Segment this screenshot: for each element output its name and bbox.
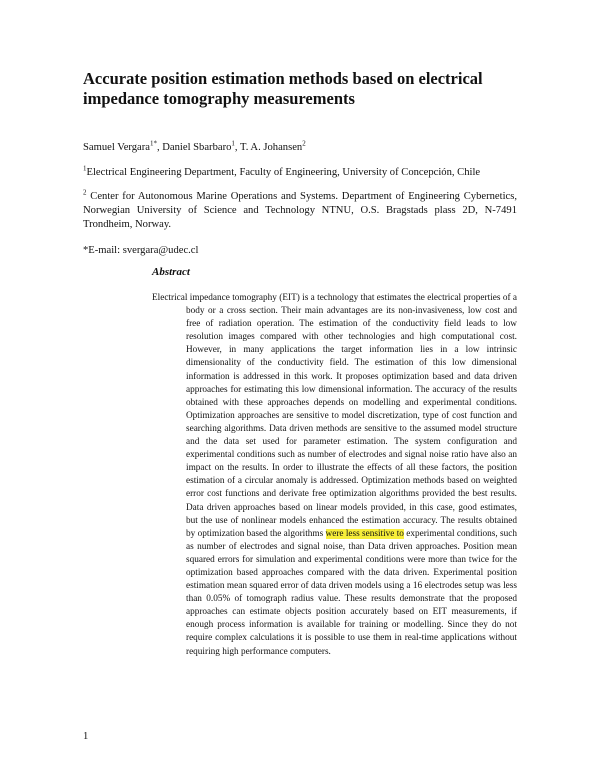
abstract-text: experimental conditions, such as number of electrodes and signal noise, than Data driven approaches. Position mean squared errors for simulation and experimental conditions were more than twice for the optimization based approaches compared with the data driven. Experimental position estimation mean squared error of data driven models using a 16 electrodes setup was less than 0.05% of tomograph radius value. These results demonstrate that the proposed approaches can estimate objects position accurately based on EIT measurements, if enough process information is available for training or modelling. Since they do not require complex calculations it is possible to use them in real-time applications without requiring high performance computers. [186,528,517,657]
author-name: T. A. Johansen [240,142,303,153]
abstract-body [152,292,517,659]
author-name: Daniel Sbarbaro [162,142,232,153]
author-affiliation-mark: 1* [149,139,157,148]
affiliation-2 [83,190,517,232]
affiliation-text: Center for Autonomous Marine Operations and Systems. Department of Engineering Cybernetics, Norwegian University of Science and Technology NTNU, O.S. Bragstads plass 2D, N-7491 Trondheim, Norway. [83,191,517,230]
author-affiliation-mark: 2 [302,139,306,148]
affiliation-mark: 1 [83,164,87,173]
page-number: 1 [83,731,89,742]
contact-email: *E-mail: svergara@udec.cl [83,245,199,256]
author-list: Samuel Vergara$^{1*}$, Daniel Sbarbaro$^1$, T. A. Johansen$^2$ [83,139,306,153]
abstract-text: Electrical impedance tomography (EIT) is a technology that estimates the electrical properties of a body or a cross section. Their main advantages are its non-invasiveness, low cost and free of radiation operation. The estimation of the conductivity field leads to low resolution images compared with other technologies and high computational cost. However, in many applications the target information lies in a low intrinsic dimensionality of the conductivity field. The estimation of this low dimensional information is addressed in this work. It proposes optimization based and data driven approaches for estimating this low dimensional information. The accuracy of the results obtained with these approaches depends on modelling and experimental conditions. Optimization approaches are sensitive to model discretization, type of cost function and searching algorithms. Data driven methods are sensitive to the assumed model structure and the data set used for parameter estimation. The system configuration and experimental conditions such as number of electrodes and signal noise ratio have also an impact on the results. In order to illustrate the effects of all these factors, the position estimation of a circular anomaly is addressed. Optimization methods based on weighted error cost functions and derivate free optimization algorithms provided the best results. Data driven approaches based on linear models provided, in this case, good estimates, but the use of nonlinear models enhanced the estimation accuracy. The results obtained by optimization based the algorithms [152,293,517,539]
highlighted-text: were less sensitive to [325,528,404,539]
affiliation-1 [83,166,523,180]
abstract-heading: Abstract [152,266,190,278]
affiliation-text: Electrical Engineering Department, Faculty of Engineering, University of Concepción, Chile [86,167,481,178]
author-name: Samuel Vergara [83,142,150,153]
affiliation-mark: 2 [83,188,87,197]
author-affiliation-mark: 1 [231,139,235,148]
paper-title: Accurate position estimation methods based on electrical impedance tomography measurements [83,69,483,108]
